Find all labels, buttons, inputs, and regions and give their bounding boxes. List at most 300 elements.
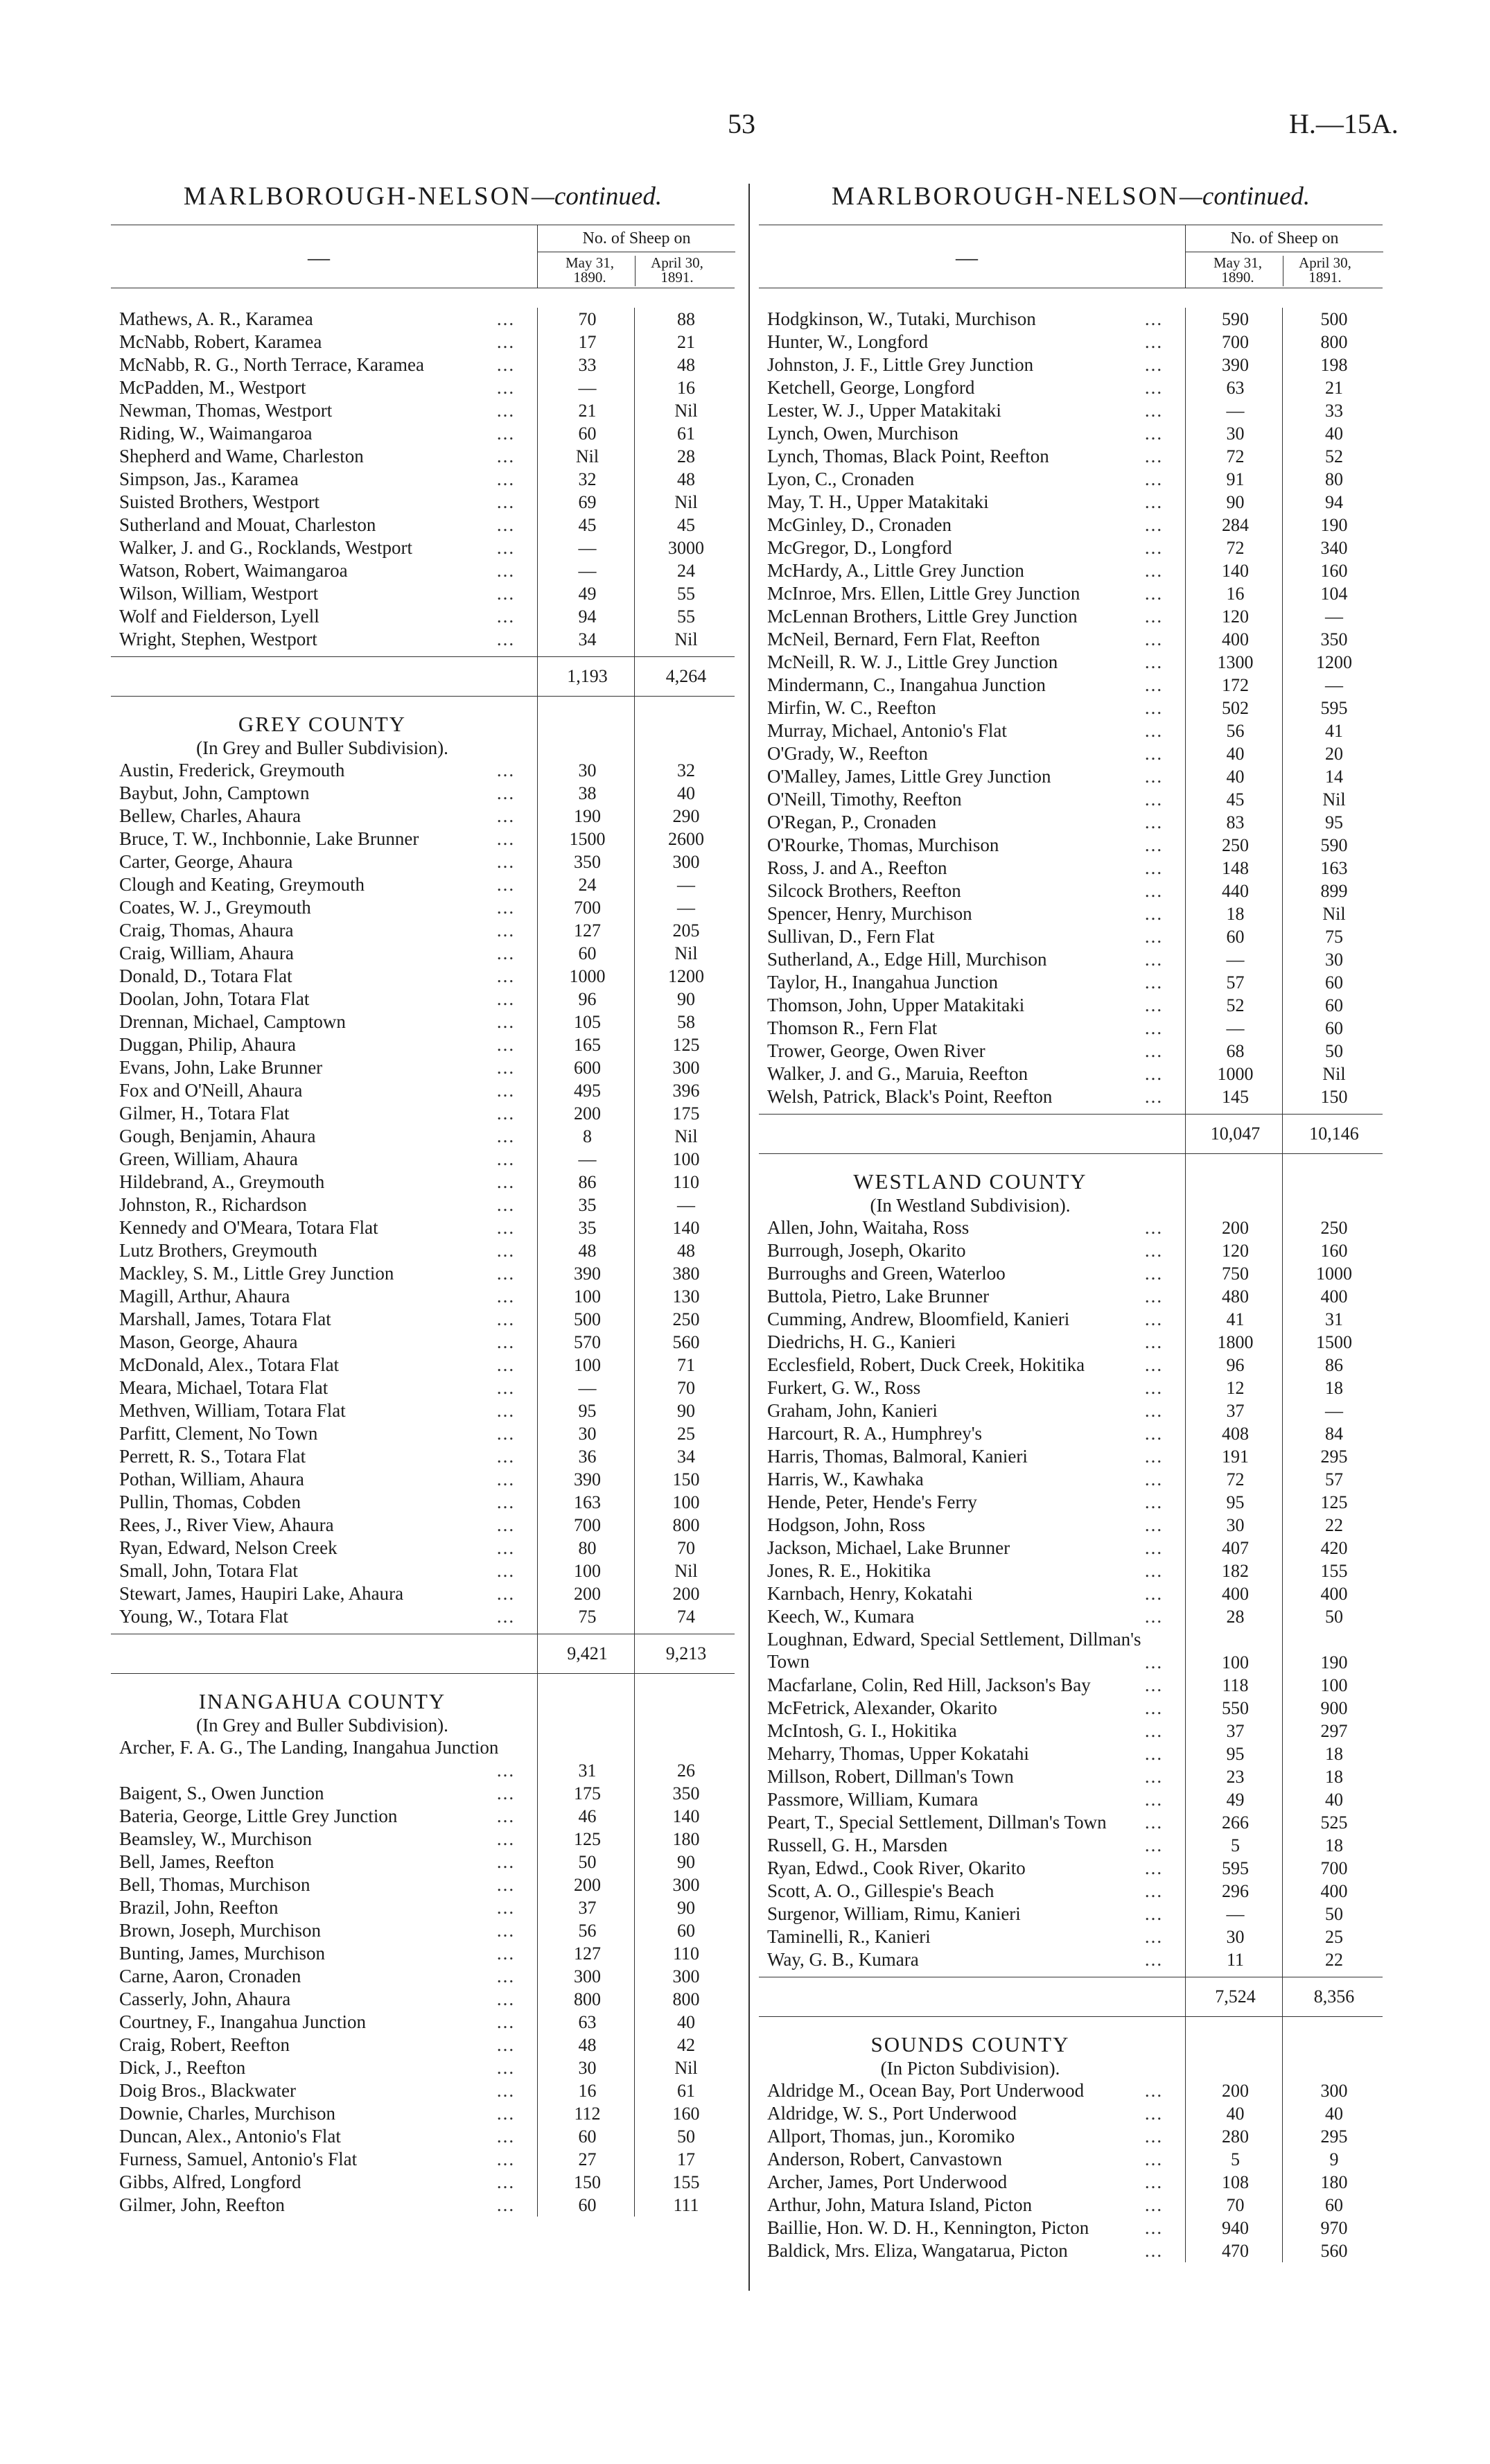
leader-dots: ... bbox=[496, 560, 516, 581]
leader-dots: ... bbox=[1144, 1040, 1164, 1061]
sheep-count-1890: 16 bbox=[578, 2081, 597, 2101]
table-row bbox=[759, 765, 1383, 788]
sheep-count-1890: 16 bbox=[1226, 584, 1245, 604]
table-row bbox=[111, 1079, 735, 1102]
sheep-count-1891: 61 bbox=[677, 423, 695, 444]
subtotal-1890: 9,421 bbox=[567, 1643, 608, 1663]
owner-name: Gilmer, John, Reefton bbox=[119, 2194, 285, 2215]
leader-dots: ... bbox=[496, 1217, 516, 1238]
sheep-count-1890: 95 bbox=[578, 1401, 597, 1421]
owner-name: Russell, G. H., Marsden bbox=[767, 1835, 948, 1855]
sheep-count-1890: 118 bbox=[1222, 1675, 1249, 1695]
sheep-count-1891: 104 bbox=[1320, 584, 1348, 604]
sheep-count-1890: 595 bbox=[1222, 1858, 1249, 1878]
owner-name: Perrett, R. S., Totara Flat bbox=[119, 1446, 306, 1467]
owner-name: Duncan, Alex., Antonio's Flat bbox=[119, 2126, 341, 2147]
leader-dots: ... bbox=[1144, 1377, 1164, 1398]
sheep-count-1891: 300 bbox=[1320, 2081, 1348, 2101]
leader-dots: ... bbox=[496, 1828, 516, 1849]
sheep-count-header bbox=[537, 225, 735, 288]
sheep-count-1891: 86 bbox=[1325, 1355, 1343, 1375]
owner-name: Bell, James, Reefton bbox=[119, 1851, 274, 1872]
sheep-count-1891: 350 bbox=[1320, 629, 1348, 649]
sheep-count-1891: 1200 bbox=[1316, 652, 1352, 672]
sheep-count-1890: 95 bbox=[1226, 1492, 1245, 1512]
sheep-count-1891: 2600 bbox=[668, 829, 704, 849]
table-row bbox=[759, 1491, 1383, 1514]
sheep-count-1891: 32 bbox=[677, 760, 695, 780]
sheep-count-1891: 40 bbox=[677, 783, 695, 803]
sheep-count-1891: 18 bbox=[1325, 1835, 1343, 1855]
sheep-count-1890: 37 bbox=[1226, 1401, 1245, 1421]
owner-name: Gough, Benjamin, Ahaura bbox=[119, 1126, 316, 1146]
leader-dots: ... bbox=[496, 1400, 516, 1421]
leader-dots: ... bbox=[496, 308, 516, 329]
owner-name: Ross, J. and A., Reefton bbox=[767, 857, 947, 878]
sheep-count-1891: 130 bbox=[672, 1286, 700, 1307]
table-row bbox=[759, 880, 1383, 902]
owner-name: Stewart, James, Haupiri Lake, Ahaura bbox=[119, 1583, 404, 1604]
leader-dots: ... bbox=[1144, 1766, 1164, 1787]
owner-name: Mackley, S. M., Little Grey Junction bbox=[119, 1263, 394, 1284]
owner-name: Clough and Keating, Greymouth bbox=[119, 874, 365, 895]
owner-name: McGregor, D., Longford bbox=[767, 537, 952, 558]
sheep-count-1891: 300 bbox=[672, 1966, 700, 1986]
table-row bbox=[759, 2148, 1383, 2171]
leader-dots: ... bbox=[1144, 331, 1164, 352]
sheep-count-1891: 180 bbox=[672, 1829, 700, 1849]
leader-dots: ... bbox=[496, 514, 516, 535]
table-row bbox=[759, 834, 1383, 857]
leader-dots: ... bbox=[1144, 903, 1164, 924]
sheep-count-1891: 160 bbox=[1320, 1241, 1348, 1261]
table-row bbox=[111, 2125, 735, 2148]
table-row bbox=[759, 1468, 1383, 1491]
grey-county-subtitle: (In Grey and Buller Subdivision). bbox=[196, 737, 448, 758]
leader-dots: ... bbox=[496, 1080, 516, 1101]
sheep-count-1890: — bbox=[578, 561, 597, 581]
leader-dots: ... bbox=[1144, 812, 1164, 832]
sheep-count-1890: 550 bbox=[1222, 1698, 1249, 1718]
leader-dots: ... bbox=[496, 1920, 516, 1941]
sheep-count-1890: 125 bbox=[574, 1829, 601, 1849]
sheep-count-1891: 155 bbox=[1320, 1561, 1348, 1581]
sheep-count-1891: 28 bbox=[677, 446, 695, 466]
leader-dots: ... bbox=[496, 1377, 516, 1398]
owner-name: Lester, W. J., Upper Matakitaki bbox=[767, 400, 1001, 421]
owner-name: Brazil, John, Reefton bbox=[119, 1897, 279, 1918]
sheep-count-1891: 60 bbox=[1325, 995, 1343, 1015]
leader-dots: ... bbox=[496, 1148, 516, 1169]
leader-dots: ... bbox=[496, 1263, 516, 1284]
sheep-count-1890: 200 bbox=[1222, 2081, 1249, 2101]
sheep-count-1890: — bbox=[1226, 1018, 1245, 1038]
owner-name: Bruce, T. W., Inchbonnie, Lake Brunner bbox=[119, 828, 419, 849]
owner-name: Ecclesfield, Robert, Duck Creek, Hokitika bbox=[767, 1354, 1085, 1375]
owner-name: Loughnan, Edward, Special Settlement, Dillman's Town bbox=[767, 1629, 1141, 1672]
leader-dots: ... bbox=[496, 1514, 516, 1535]
sheep-count-1891: 17 bbox=[677, 2149, 695, 2169]
sheep-count-1890: 63 bbox=[1226, 378, 1245, 398]
sheep-count-1890: 150 bbox=[574, 2172, 601, 2192]
sheep-count-1891: 18 bbox=[1325, 1744, 1343, 1764]
leader-dots: ... bbox=[496, 2194, 516, 2215]
owner-name: Wilson, William, Westport bbox=[119, 583, 319, 604]
leader-dots: ... bbox=[1144, 606, 1164, 627]
sheep-count-1890: 5 bbox=[1231, 1835, 1240, 1855]
page-number: 53 bbox=[728, 108, 755, 139]
owner-name: Baigent, S., Owen Junction bbox=[119, 1783, 324, 1803]
sheep-count-1891: 58 bbox=[677, 1012, 695, 1032]
owner-name: McNabb, R. G., North Terrace, Karamea bbox=[119, 354, 424, 375]
leader-dots: ... bbox=[496, 2149, 516, 2169]
sheep-count-1890: 590 bbox=[1222, 309, 1249, 329]
sheep-count-1890: 1000 bbox=[1217, 1064, 1254, 1084]
leader-dots: ... bbox=[496, 377, 516, 398]
leader-dots: ... bbox=[496, 1034, 516, 1055]
table-row bbox=[111, 1491, 735, 1514]
leader-dots: ... bbox=[1144, 1309, 1164, 1329]
subtotal-1891: 8,356 bbox=[1313, 1986, 1355, 2007]
sheep-count-1891: 590 bbox=[1320, 835, 1348, 855]
sheep-count-1890: 35 bbox=[578, 1195, 597, 1215]
leader-dots: ... bbox=[496, 1446, 516, 1467]
owner-name: Fox and O'Neill, Ahaura bbox=[119, 1080, 303, 1101]
owner-name: Suisted Brothers, Westport bbox=[119, 491, 320, 512]
sheep-count-1890: 41 bbox=[1226, 1309, 1245, 1329]
leader-dots: ... bbox=[1144, 1446, 1164, 1467]
table-row bbox=[111, 1148, 735, 1171]
owner-name: Shepherd and Wame, Charleston bbox=[119, 446, 364, 466]
table-row bbox=[111, 2079, 735, 2102]
sheep-count-1890: 32 bbox=[578, 469, 597, 489]
table-row bbox=[111, 514, 735, 536]
owner-name: Meharry, Thomas, Upper Kokatahi bbox=[767, 1743, 1029, 1764]
sheep-count-1890: 60 bbox=[578, 2126, 597, 2147]
table-row bbox=[759, 308, 1383, 331]
table-row bbox=[759, 742, 1383, 765]
sheep-count-1890: 60 bbox=[578, 2195, 597, 2215]
sheep-count-1891: 250 bbox=[672, 1309, 700, 1329]
sheep-count-1890: 1500 bbox=[569, 829, 606, 849]
table-row bbox=[111, 782, 735, 805]
owner-name: McPadden, M., Westport bbox=[119, 377, 306, 398]
table-row bbox=[759, 491, 1383, 514]
owner-name: Buttola, Pietro, Lake Brunner bbox=[767, 1286, 990, 1307]
table-row bbox=[759, 651, 1383, 674]
owner-name: Sutherland and Mouat, Charleston bbox=[119, 514, 376, 535]
sheep-count-1890: 191 bbox=[1222, 1447, 1249, 1467]
sheep-count-1890: 390 bbox=[574, 1264, 601, 1284]
sheep-count-1891: 125 bbox=[672, 1035, 700, 1055]
sheep-count-1890: 390 bbox=[1222, 355, 1249, 375]
subtotal-row bbox=[111, 656, 735, 697]
sheep-count-1891: 400 bbox=[1320, 1881, 1348, 1901]
table-row bbox=[111, 850, 735, 873]
sheep-count-1890: 56 bbox=[1226, 721, 1245, 741]
table-row bbox=[111, 1828, 735, 1851]
leader-dots: ... bbox=[1144, 1217, 1164, 1238]
leader-dots: ... bbox=[1144, 2240, 1164, 2261]
table-row bbox=[759, 1697, 1383, 1720]
owner-name: Meara, Michael, Totara Flat bbox=[119, 1377, 328, 1398]
sheep-count-1890: 95 bbox=[1226, 1744, 1245, 1764]
table-row bbox=[111, 445, 735, 468]
sheep-count-1890: 112 bbox=[574, 2104, 601, 2124]
sheep-count-1891: 60 bbox=[1325, 2195, 1343, 2215]
sheep-count-1891: 26 bbox=[677, 1760, 695, 1781]
leader-dots: ... bbox=[496, 1194, 516, 1215]
sheep-count-1891: 400 bbox=[1320, 1286, 1348, 1307]
leader-dots: ... bbox=[1144, 1812, 1164, 1833]
table-row bbox=[111, 988, 735, 1011]
sheep-count-1891: 40 bbox=[1325, 1790, 1343, 1810]
sheep-count-1891: 21 bbox=[677, 332, 695, 352]
sheep-count-1890: 408 bbox=[1222, 1424, 1249, 1444]
sheep-count-1891: 300 bbox=[672, 852, 700, 872]
leader-dots: ... bbox=[496, 1989, 516, 2009]
leader-dots: ... bbox=[1144, 1560, 1164, 1581]
leader-dots: ... bbox=[496, 828, 516, 849]
owner-name: Jackson, Michael, Lake Brunner bbox=[767, 1537, 1010, 1558]
table-row bbox=[759, 331, 1383, 353]
left-column-title: MARLBOROUGH-NELSON—continued. bbox=[183, 182, 663, 211]
owner-name: Hildebrand, A., Greymouth bbox=[119, 1171, 325, 1192]
table-row bbox=[759, 1559, 1383, 1582]
owner-name: Ketchell, George, Longford bbox=[767, 377, 975, 398]
owner-name: Baillie, Hon. W. D. H., Kennington, Picton bbox=[767, 2217, 1089, 2238]
owner-name: Hodgson, John, Ross bbox=[767, 1514, 926, 1535]
table-row bbox=[111, 536, 735, 559]
leader-dots: ... bbox=[1144, 1652, 1164, 1672]
leader-dots: ... bbox=[1144, 835, 1164, 855]
right-column bbox=[759, 180, 1383, 2262]
owner-name: Carter, George, Ahaura bbox=[119, 851, 293, 872]
owner-name: Magill, Arthur, Ahaura bbox=[119, 1286, 290, 1307]
table-row bbox=[759, 1537, 1383, 1559]
sheep-count-1891: 40 bbox=[1325, 423, 1343, 444]
leader-dots: ... bbox=[496, 1286, 516, 1307]
leader-dots: ... bbox=[496, 1806, 516, 1826]
sheep-count-1890: 63 bbox=[578, 2012, 597, 2032]
leader-dots: ... bbox=[496, 1171, 516, 1192]
leader-dots: ... bbox=[1144, 308, 1164, 329]
sheep-count-1891: 40 bbox=[677, 2012, 695, 2032]
leader-dots: ... bbox=[1144, 972, 1164, 993]
sheep-count-1891: Nil bbox=[674, 629, 698, 649]
leader-dots: ... bbox=[496, 1560, 516, 1581]
leader-dots: ... bbox=[496, 446, 516, 466]
owner-name: Craig, Robert, Reefton bbox=[119, 2034, 290, 2055]
sheep-count-1891: 95 bbox=[1325, 812, 1343, 832]
table-row bbox=[759, 582, 1383, 605]
sheep-count-1891: 55 bbox=[677, 606, 695, 627]
leader-dots: ... bbox=[1144, 1354, 1164, 1375]
table-row bbox=[111, 1422, 735, 1445]
sheep-count-1890: 165 bbox=[574, 1035, 601, 1055]
sheep-count-1891: Nil bbox=[674, 401, 698, 421]
table-row bbox=[759, 1742, 1383, 1765]
sheep-count-1890: 11 bbox=[1226, 1950, 1245, 1970]
leader-dots: ... bbox=[496, 423, 516, 444]
leader-dots: ... bbox=[1144, 560, 1164, 581]
sheep-count-1890: 48 bbox=[578, 1241, 597, 1261]
sheep-count-1890: 46 bbox=[578, 1806, 597, 1826]
sheep-count-1891: 400 bbox=[1320, 1584, 1348, 1604]
table-row bbox=[111, 1377, 735, 1399]
table-row bbox=[759, 2171, 1383, 2194]
table-row bbox=[111, 1445, 735, 1468]
table-row bbox=[111, 1805, 735, 1828]
subtotal-1891: 10,146 bbox=[1309, 1124, 1359, 1144]
date-header-1891: April 30, 1891. bbox=[635, 256, 719, 286]
sheep-count-1890: 1800 bbox=[1217, 1332, 1254, 1352]
sheep-count-1890: 52 bbox=[1226, 995, 1245, 1015]
sheep-count-1891: 25 bbox=[677, 1424, 695, 1444]
leader-dots: ... bbox=[496, 2172, 516, 2192]
leader-dots: ... bbox=[1144, 880, 1164, 901]
sheep-count-1891: 525 bbox=[1320, 1812, 1348, 1833]
sheep-count-1890: 96 bbox=[1226, 1355, 1245, 1375]
owner-name: Austin, Frederick, Greymouth bbox=[119, 760, 345, 780]
owner-name: Hende, Peter, Hende's Ferry bbox=[767, 1492, 977, 1512]
table-row bbox=[759, 1285, 1383, 1308]
owner-name: Rees, J., River View, Ahaura bbox=[119, 1514, 334, 1535]
sheep-count-1890: 30 bbox=[578, 760, 597, 780]
table-row bbox=[111, 2194, 735, 2217]
owner-name: Small, John, Totara Flat bbox=[119, 1560, 298, 1581]
sheep-count-1891: 290 bbox=[672, 806, 700, 826]
leader-dots: ... bbox=[1144, 1720, 1164, 1741]
owner-name: McHardy, A., Little Grey Junction bbox=[767, 560, 1024, 581]
sheep-count-1891: 300 bbox=[672, 1058, 700, 1078]
sheep-count-1890: — bbox=[1226, 1904, 1245, 1924]
sheep-count-1890: 296 bbox=[1222, 1881, 1249, 1901]
sheep-count-1890: 23 bbox=[1226, 1767, 1245, 1787]
sheep-count-1891: 560 bbox=[1320, 2241, 1348, 2261]
sheep-count-1891: 71 bbox=[677, 1355, 695, 1375]
sheep-count-1890: 200 bbox=[574, 1875, 601, 1895]
owner-name: Aldridge, W. S., Port Underwood bbox=[767, 2103, 1017, 2124]
sheep-count-1891: 21 bbox=[1325, 378, 1343, 398]
sheep-count-1891: 80 bbox=[1325, 469, 1343, 489]
table-row bbox=[111, 1171, 735, 1194]
leader-dots: ... bbox=[1144, 1949, 1164, 1970]
owner-name: Johnston, J. F., Little Grey Junction bbox=[767, 354, 1034, 375]
owner-name: Harcourt, R. A., Humphrey's bbox=[767, 1423, 983, 1444]
left-column bbox=[111, 180, 735, 2217]
sheep-count-1891: 160 bbox=[1320, 561, 1348, 581]
owner-name: Trower, George, Owen River bbox=[767, 1040, 985, 1061]
sheep-count-1890: 800 bbox=[574, 1989, 601, 2009]
subtotal-1890: 1,193 bbox=[567, 666, 608, 686]
table-row bbox=[111, 1942, 735, 1965]
table-row bbox=[759, 1331, 1383, 1354]
sheep-count-1890: 37 bbox=[578, 1898, 597, 1918]
table-row bbox=[111, 1056, 735, 1079]
table-row bbox=[111, 1399, 735, 1422]
owner-name: O'Rourke, Thomas, Murchison bbox=[767, 835, 999, 855]
sheep-count-1890: 8 bbox=[583, 1126, 592, 1146]
table-row bbox=[759, 1040, 1383, 1063]
leader-dots: ... bbox=[496, 965, 516, 986]
table-row bbox=[111, 873, 735, 896]
owner-name: Walker, J. and G., Maruia, Reefton bbox=[767, 1063, 1028, 1084]
sheep-count-1890: 30 bbox=[578, 2058, 597, 2078]
owner-name: Burrough, Joseph, Okarito bbox=[767, 1240, 966, 1261]
table-row bbox=[759, 1720, 1383, 1742]
owner-name: Mathews, A. R., Karamea bbox=[119, 308, 313, 329]
table-row bbox=[759, 902, 1383, 925]
owner-name: Green, William, Ahaura bbox=[119, 1148, 298, 1169]
owner-name: Craig, William, Ahaura bbox=[119, 943, 294, 963]
table-row bbox=[759, 536, 1383, 559]
table-row bbox=[759, 1422, 1383, 1445]
sheep-count-1891: 380 bbox=[672, 1264, 700, 1284]
owner-name: Watson, Robert, Waimangaroa bbox=[119, 560, 348, 581]
leader-dots: ... bbox=[1144, 1537, 1164, 1558]
owner-name: Silcock Brothers, Reefton bbox=[767, 880, 961, 901]
right-column-title: MARLBOROUGH-NELSON—continued. bbox=[831, 182, 1311, 211]
leader-dots: ... bbox=[496, 783, 516, 803]
sheep-count-1890: — bbox=[578, 1378, 597, 1398]
table-row bbox=[759, 445, 1383, 468]
leader-dots: ... bbox=[1144, 1743, 1164, 1764]
column-divider bbox=[748, 184, 750, 2291]
subtotal-1891: 9,213 bbox=[665, 1643, 707, 1663]
sheep-count-1891: 300 bbox=[672, 1875, 700, 1895]
sheep-count-1891: 340 bbox=[1320, 538, 1348, 558]
owner-name: Pothan, William, Ahaura bbox=[119, 1469, 304, 1489]
owner-name: Hunter, W., Longford bbox=[767, 331, 929, 352]
table-row bbox=[759, 1308, 1383, 1331]
sheep-count-1891: 84 bbox=[1325, 1424, 1343, 1444]
leader-dots: ... bbox=[496, 1057, 516, 1078]
owner-name: Millson, Robert, Dillman's Town bbox=[767, 1766, 1014, 1787]
sheep-count-1891: 295 bbox=[1320, 1447, 1348, 1467]
sheep-count-1891: 25 bbox=[1325, 1927, 1343, 1947]
table-row bbox=[759, 719, 1383, 742]
leader-dots: ... bbox=[1144, 514, 1164, 535]
sheep-count-1891: 125 bbox=[1320, 1492, 1348, 1512]
sheep-count-1890: 24 bbox=[578, 875, 597, 895]
leader-dots: ... bbox=[1144, 2149, 1164, 2169]
table-row bbox=[759, 788, 1383, 811]
table-row bbox=[759, 2079, 1383, 2102]
owner-name: Welsh, Patrick, Black's Point, Reefton bbox=[767, 1086, 1053, 1107]
sheep-count-1890: 300 bbox=[574, 1966, 601, 1986]
sheep-count-1890: 37 bbox=[1226, 1721, 1245, 1741]
leader-dots: ... bbox=[1144, 1903, 1164, 1924]
sheep-count-1891: 9 bbox=[1329, 2149, 1339, 2169]
sheep-count-1891: Nil bbox=[1322, 1064, 1346, 1084]
leader-dots: ... bbox=[1144, 446, 1164, 466]
sheep-count-1890: 200 bbox=[574, 1103, 601, 1124]
owner-name: McGinley, D., Cronaden bbox=[767, 514, 952, 535]
owner-name: Bell, Thomas, Murchison bbox=[119, 1874, 310, 1895]
table-row bbox=[759, 1880, 1383, 1903]
owner-name: Bateria, George, Little Grey Junction bbox=[119, 1806, 398, 1826]
leader-dots: ... bbox=[496, 537, 516, 558]
leader-dots: ... bbox=[496, 943, 516, 963]
table-row bbox=[111, 942, 735, 965]
table-row bbox=[759, 468, 1383, 491]
owner-name: Mindermann, C., Inangahua Junction bbox=[767, 674, 1046, 695]
sheep-count-1890: 148 bbox=[1222, 858, 1249, 878]
sheep-count-1890: 75 bbox=[578, 1607, 597, 1627]
sheep-count-1890: 56 bbox=[578, 1921, 597, 1941]
leader-dots: ... bbox=[1144, 949, 1164, 970]
